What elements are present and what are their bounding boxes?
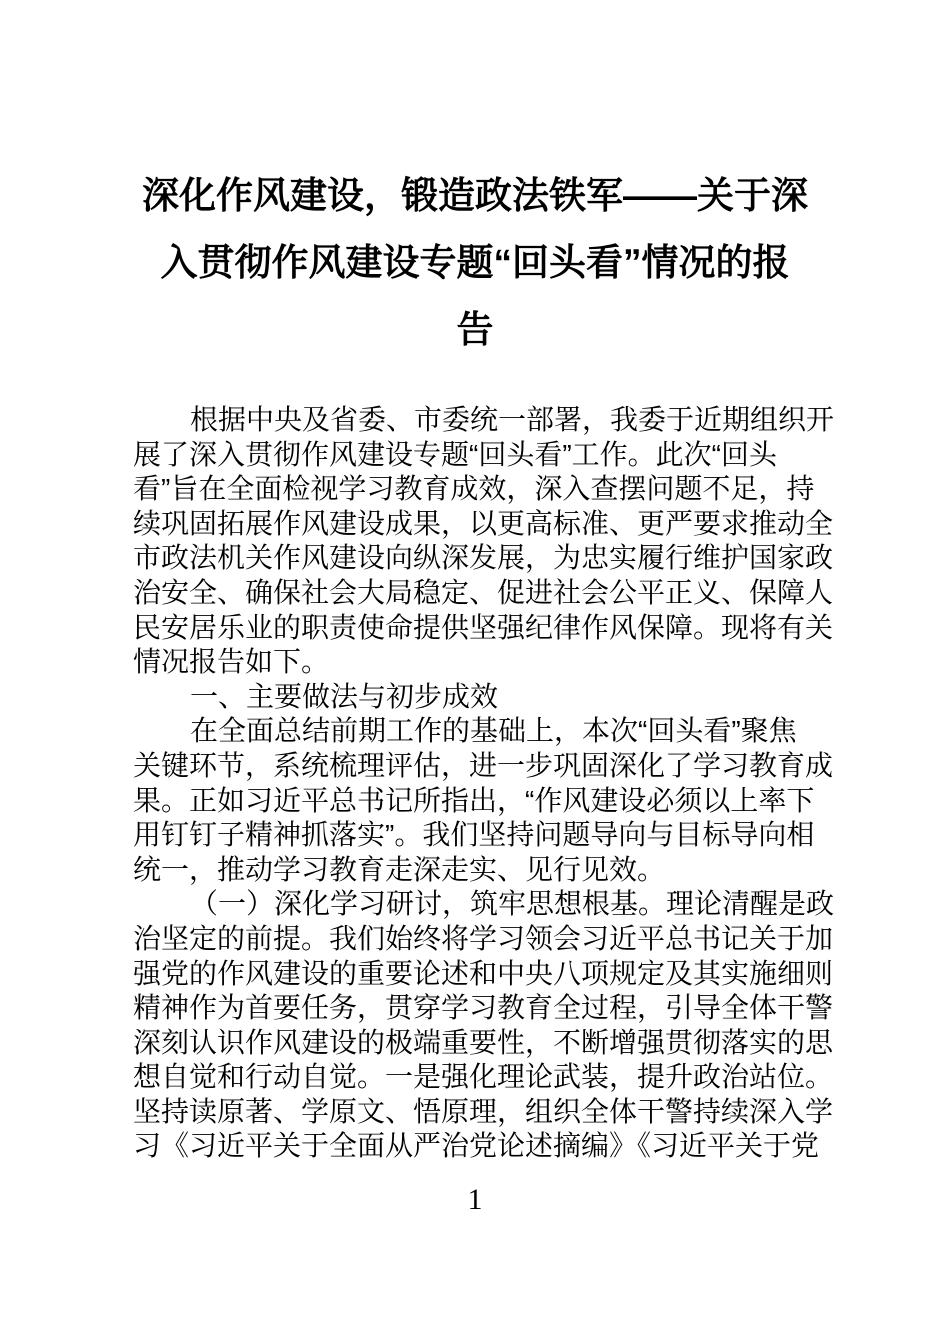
body-line: 关键环节，系统梳理评估，进一步巩固深化了学习教育成 — [133, 749, 834, 781]
body-line: 统一，推动学习教育走深走实、见行见效。 — [133, 853, 666, 885]
body-line: 坚持读原著、学原文、悟原理，组织全体干警持续深入学 — [133, 1095, 834, 1127]
body-line: 展了深入贯彻作风建设专题“回头看”工作。此次“回头 — [133, 438, 777, 470]
body-line: 深刻认识作风建设的极端重要性，不断增强贯彻落实的思 — [133, 1026, 834, 1058]
paragraph — [133, 714, 834, 887]
body-line: 果。正如习近平总书记所指出，“作风建设必须以上率下 — [133, 784, 815, 816]
body-line: 看”旨在全面检视学习教育成效，深入查摆问题不足，持 — [133, 473, 815, 505]
paragraph — [133, 680, 825, 715]
body-line: 市政法机关作风建设向纵深发展，为忠实履行维护国家政 — [133, 542, 834, 574]
body-line: 续巩固拓展作风建设成果，以更高标准、更严要求推动全 — [133, 507, 834, 539]
title-line: 告 — [456, 309, 494, 350]
title-line: 入贯彻作风建设专题“回头看”情况的报 — [160, 242, 790, 283]
body-line: （一）深化学习研讨，筑牢思想根基。理论清醒是政 — [190, 888, 835, 920]
body-line: 用钉钉子精神抓落实”。我们坚持问题导向与目标导向相 — [133, 819, 815, 851]
body-line: 强党的作风建设的重要论述和中央八项规定及其实施细则 — [133, 957, 834, 989]
body-line: 民安居乐业的职责使命提供坚强纪律作风保障。现将有关 — [133, 611, 834, 643]
document-body — [133, 403, 835, 1164]
body-line: 精神作为首要任务，贯穿学习教育全过程，引导全体干警 — [133, 992, 834, 1024]
body-line: 治安全、确保社会大局稳定、促进社会公平正义、保障人 — [133, 576, 834, 608]
paragraph — [133, 887, 835, 1164]
body-line: 治坚定的前提。我们始终将学习领会习近平总书记关于加 — [133, 922, 834, 954]
page-number: 1 — [467, 1183, 483, 1216]
body-line: 在全面总结前期工作的基础上，本次“回头看”聚焦 — [190, 715, 797, 747]
body-line: 一、主要做法与初步成效 — [190, 680, 499, 712]
body-line: 根据中央及省委、市委统一部署，我委于近期组织开 — [190, 404, 835, 435]
body-line: 想自觉和行动自觉。一是强化理论武装，提升政治站位。 — [133, 1061, 834, 1093]
paragraph — [133, 403, 835, 680]
body-line: 习《习近平关于全面从严治党论述摘编》《习近平关于党 — [133, 1130, 820, 1162]
document-title — [0, 162, 950, 363]
title-line: 深化作风建设，锻造政法铁军——关于深 — [142, 175, 808, 216]
body-line: 情况报告如下。 — [133, 646, 330, 678]
